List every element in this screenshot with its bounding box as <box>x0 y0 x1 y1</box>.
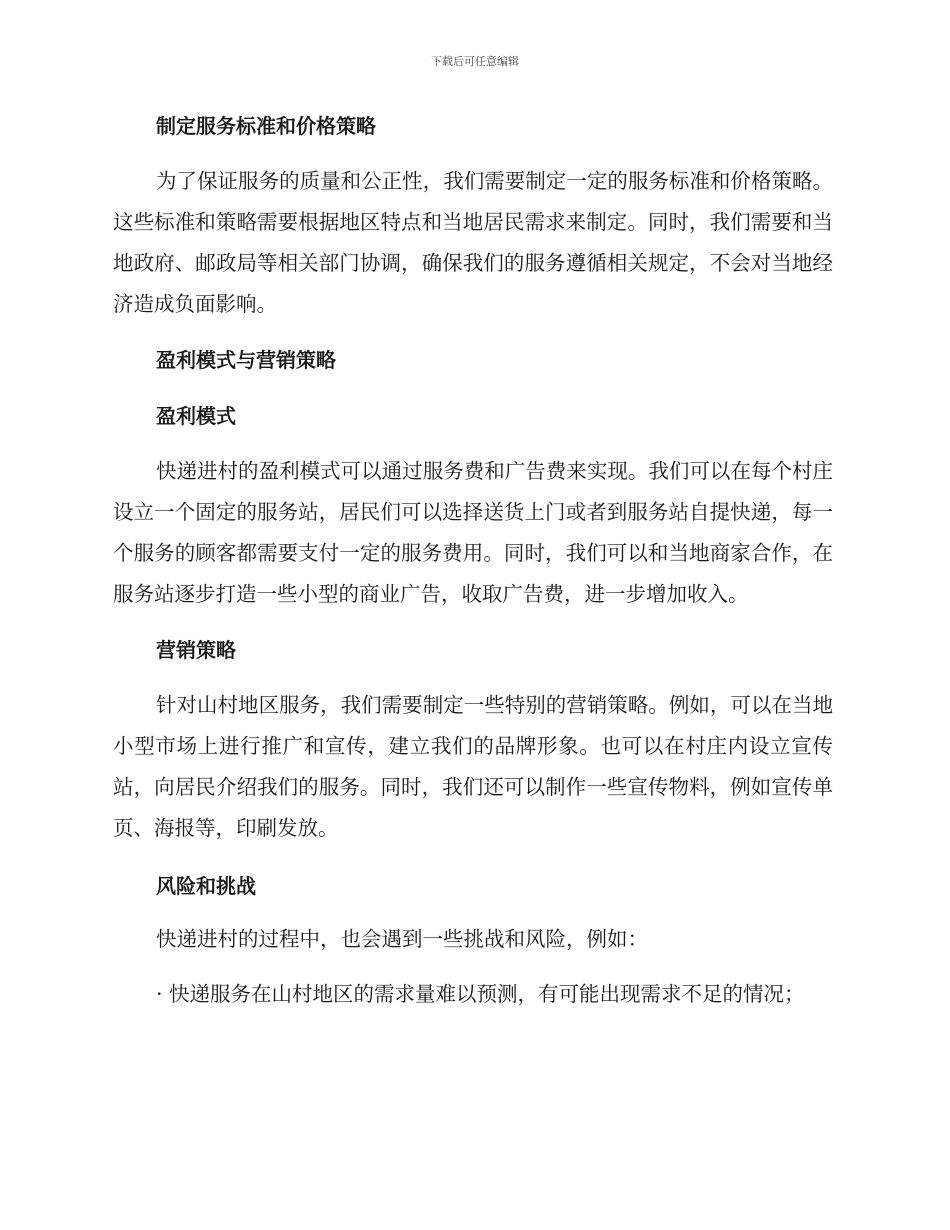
document-body <box>113 108 833 1015</box>
section-heading-risks: 风险和挑战 <box>156 874 256 898</box>
section-heading-pricing: 制定服务标准和价格策略 <box>156 114 376 138</box>
section-heading-profit-model: 盈利模式 <box>156 404 236 428</box>
list-item-risk-1: · 快递服务在山村地区的需求量难以预测，有可能出现需求不足的情况； <box>156 982 805 1006</box>
section-heading-marketing: 营销策略 <box>156 638 236 662</box>
paragraph-risks-intro: 快递进村的过程中，也会遇到一些挑战和风险，例如： <box>156 927 648 951</box>
paragraph-profit-model: 快递进村的盈利模式可以通过服务费和广告费来实现。我们可以在每个村庄设立一个固定的服务站，居民们可以选择送货上门或者到服务站自提快递，每一个服务的顾客都需要支付一定的服务费用。同时，我们可以和当地商家合作，在服务站逐步打造一些小型的商业广告，收取广告费，进一步增加收入。 <box>113 459 833 606</box>
header-note: 下载后可任意编辑 <box>431 55 519 68</box>
paragraph-pricing: 为了保证服务的质量和公正性，我们需要制定一定的服务标准和价格策略。这些标准和策略需要根据地区特点和当地居民需求来制定。同时，我们需要和当地政府、邮政局等相关部门协调，确保我们的服务遵循相关规定，不会对当地经济造成负面影响。 <box>113 169 833 316</box>
paragraph-marketing: 针对山村地区服务，我们需要制定一些特别的营销策略。例如，可以在当地小型市场上进行推广和宣传，建立我们的品牌形象。也可以在村庄内设立宣传站，向居民介绍我们的服务。同时，我们还可以制作一些宣传物料，例如宣传单页、海报等，印刷发放。 <box>113 693 833 840</box>
section-heading-profit-marketing: 盈利模式与营销策略 <box>156 348 336 372</box>
